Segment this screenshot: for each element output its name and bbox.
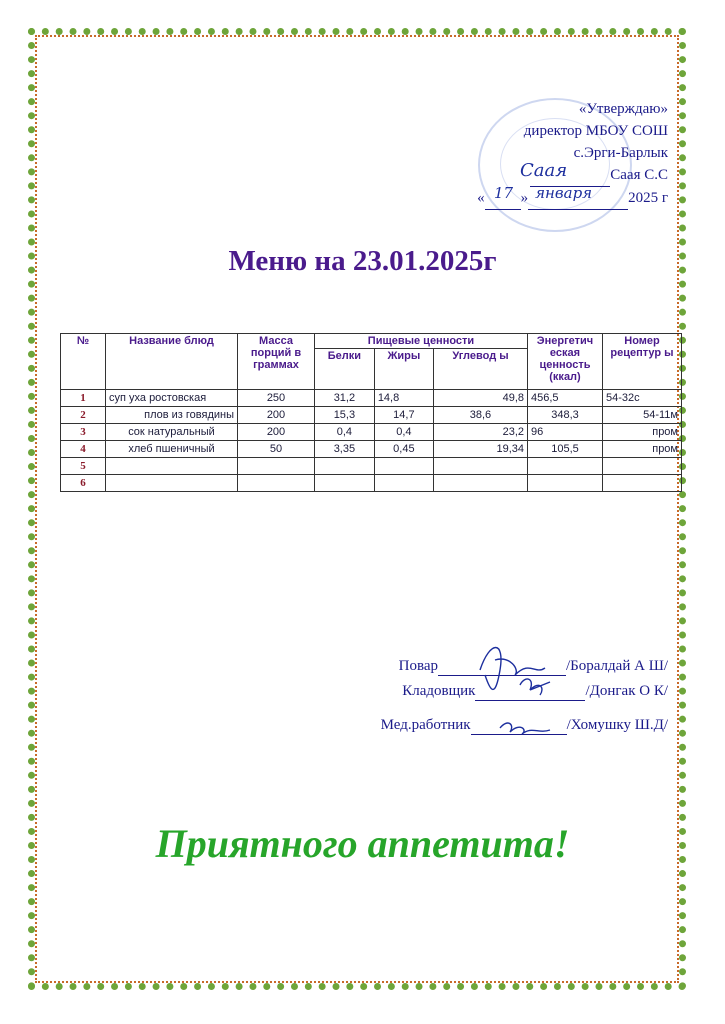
header-num: № xyxy=(61,334,106,390)
table-row xyxy=(61,475,682,492)
row-recipe: 54-11м xyxy=(603,407,682,424)
date-close-quote: » xyxy=(520,190,529,206)
table-header-row xyxy=(61,334,682,349)
row-energy xyxy=(528,475,603,492)
row-carb: 19,34 xyxy=(433,441,527,458)
row-recipe xyxy=(603,475,682,492)
handwritten-date xyxy=(486,184,592,202)
date-year: 2025 г xyxy=(628,190,668,206)
row-fat: 14,7 xyxy=(374,407,433,424)
storekeeper-label: Кладовщик xyxy=(402,683,476,699)
row-mass: 250 xyxy=(238,390,315,407)
row-fat: 14,8 xyxy=(374,390,433,407)
handwritten-signatures xyxy=(460,630,700,750)
row-recipe: пром xyxy=(603,424,682,441)
header-nutrition: Пищевые ценности xyxy=(315,334,528,349)
row-protein: 31,2 xyxy=(315,390,375,407)
row-name: сок натуральный xyxy=(106,424,238,441)
row-carb xyxy=(433,475,527,492)
row-carb: 38,6 xyxy=(433,407,527,424)
row-num: 1 xyxy=(61,390,106,407)
row-fat: 0,4 xyxy=(374,424,433,441)
row-mass xyxy=(238,475,315,492)
row-carb: 23,2 xyxy=(433,424,527,441)
table-row xyxy=(61,424,682,441)
row-num: 3 xyxy=(61,424,106,441)
row-num: 6 xyxy=(61,475,106,492)
approval-name: Саая С.С xyxy=(610,167,668,183)
header-carb: Углевод ы xyxy=(433,349,527,390)
row-energy: 96 xyxy=(528,424,603,441)
date-open-quote: « xyxy=(477,190,485,206)
approval-position: директор МБОУ СОШ xyxy=(523,123,668,139)
row-recipe: 54-32с xyxy=(603,390,682,407)
row-fat xyxy=(374,475,433,492)
approval-header: «Утверждаю» xyxy=(578,101,668,117)
row-energy: 456,5 xyxy=(528,390,603,407)
row-num: 5 xyxy=(61,458,106,475)
row-name xyxy=(106,458,238,475)
row-mass: 200 xyxy=(238,407,315,424)
storekeeper-name: /Донгак О К/ xyxy=(585,683,668,699)
row-name: хлеб пшеничный xyxy=(106,441,238,458)
director-signature: Саая xyxy=(520,160,568,181)
row-protein: 3,35 xyxy=(315,441,375,458)
medic-label: Мед.работник xyxy=(380,717,471,733)
closing-wish: Приятного аппетита! xyxy=(155,821,570,866)
row-fat xyxy=(374,458,433,475)
row-protein: 15,3 xyxy=(315,407,375,424)
row-mass xyxy=(238,458,315,475)
row-fat: 0,45 xyxy=(374,441,433,458)
row-recipe: пром xyxy=(603,441,682,458)
row-name: плов из говядины xyxy=(106,407,238,424)
header-fat: Жиры xyxy=(374,349,433,390)
header-name: Название блюд xyxy=(106,334,238,390)
date-month-handwritten: января xyxy=(535,184,593,202)
row-carb: 49,8 xyxy=(433,390,527,407)
cook-name: /Боралдай А Ш/ xyxy=(565,658,668,674)
header-recipe: Номер рецептур ы xyxy=(603,334,682,390)
page-title: Меню на 23.01.2025г xyxy=(228,245,497,277)
header-mass: Масса порций в граммах xyxy=(238,334,315,390)
header-protein: Белки xyxy=(315,349,375,390)
row-carb xyxy=(433,458,527,475)
table-row xyxy=(61,407,682,424)
row-recipe xyxy=(603,458,682,475)
table-row xyxy=(61,390,682,407)
date-day-handwritten: 17 xyxy=(494,184,514,202)
row-mass: 200 xyxy=(238,424,315,441)
row-energy xyxy=(528,458,603,475)
row-energy: 348,3 xyxy=(528,407,603,424)
cook-label: Повар xyxy=(398,658,438,674)
row-num: 4 xyxy=(61,441,106,458)
row-energy: 105,5 xyxy=(528,441,603,458)
row-protein xyxy=(315,475,375,492)
medic-name: /Хомушку Ш.Д/ xyxy=(566,717,668,733)
row-mass: 50 xyxy=(238,441,315,458)
approval-village: с.Эрги-Барлык xyxy=(573,145,668,161)
header-energy: Энергетич еская ценность (ккал) xyxy=(528,334,603,390)
table-row xyxy=(61,458,682,475)
row-protein xyxy=(315,458,375,475)
row-num: 2 xyxy=(61,407,106,424)
row-name: суп уха ростовская xyxy=(106,390,238,407)
row-protein: 0,4 xyxy=(315,424,375,441)
row-name xyxy=(106,475,238,492)
table-row xyxy=(61,441,682,458)
menu-table xyxy=(60,333,682,492)
